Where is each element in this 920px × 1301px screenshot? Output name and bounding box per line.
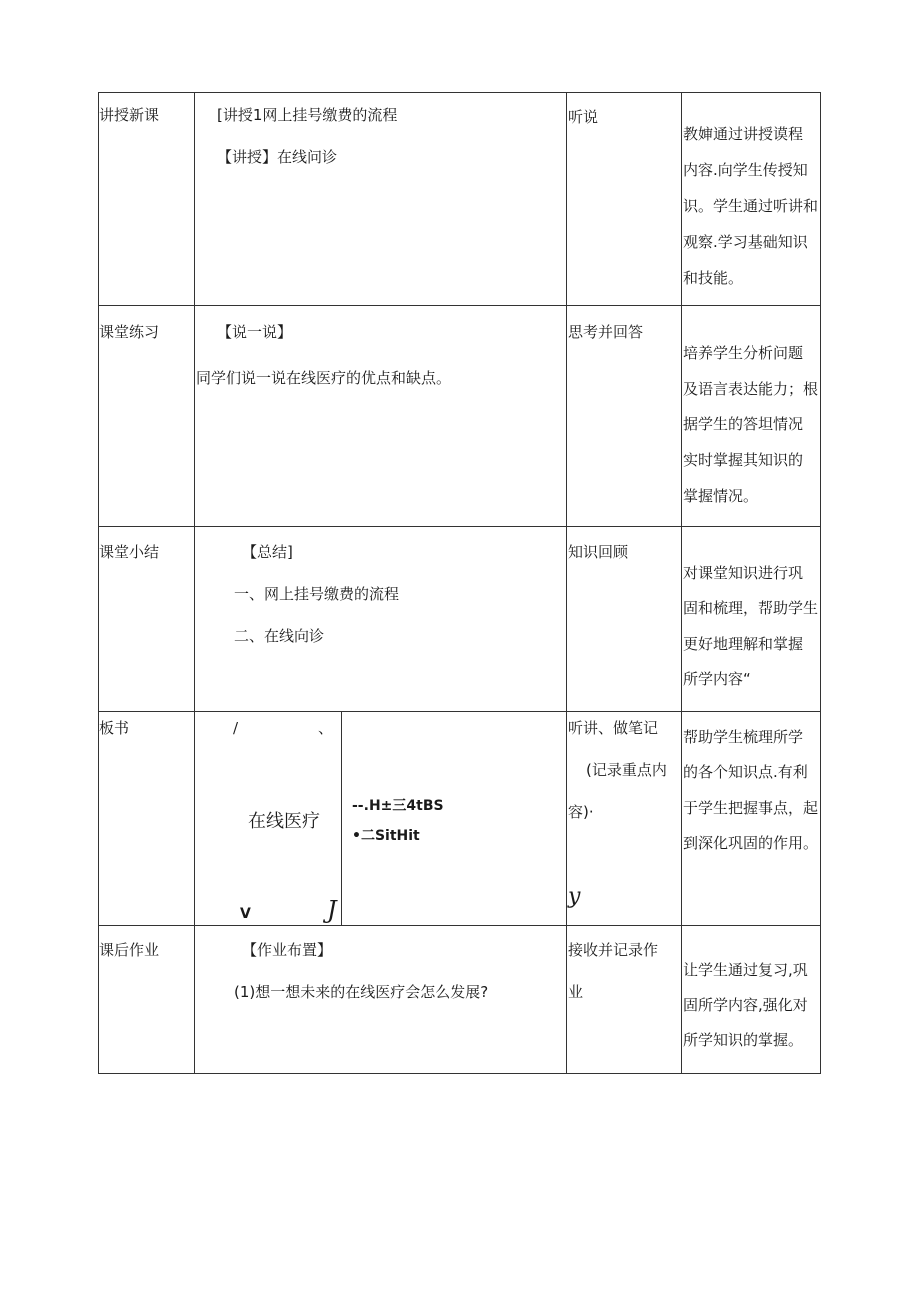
- design-intent-line: 教婶通过讲授谟程: [683, 125, 804, 143]
- row-label: 讲授新课: [99, 106, 160, 124]
- student-activity: (记录重点内: [586, 761, 667, 779]
- design-intent-line: 更好地理解和掌握: [683, 635, 804, 653]
- student-activity: 业: [568, 983, 584, 1001]
- design-intent-line: 实时掌握其知识的: [683, 451, 804, 469]
- table-border-right: [820, 92, 821, 1074]
- design-intent-line: 让学生通过复习,巩: [683, 961, 808, 979]
- row-label: 板书: [99, 719, 130, 737]
- design-intent-line: 据学生的答坦情况: [683, 415, 804, 433]
- board-mark: V: [240, 906, 251, 922]
- board-inner-divider: [341, 711, 342, 925]
- design-intent-line: 的各个知识点.有利: [683, 763, 808, 781]
- col-divider: [566, 92, 567, 1074]
- row-divider: [98, 711, 821, 712]
- board-mark: y: [568, 884, 581, 909]
- student-activity: 思考并回答: [568, 323, 644, 341]
- design-intent-line: 及语言表达能力；根: [683, 380, 819, 398]
- content-line: 二、在线向诊: [234, 627, 325, 645]
- row-divider: [98, 526, 821, 527]
- design-intent-line: 培养学生分析问题: [683, 344, 804, 362]
- design-intent-line: 固所学内容,强化对: [683, 996, 808, 1014]
- content-line: 【总结]: [242, 543, 293, 561]
- student-activity: 听说: [568, 108, 599, 126]
- student-activity: 接收并记录作: [568, 941, 659, 959]
- student-activity: 容)·: [568, 803, 594, 821]
- content-line: 【讲授】在线问诊: [217, 148, 338, 166]
- content-line: 一、网上挂号缴费的流程: [234, 585, 400, 603]
- design-intent-line: 到深化巩固的作用。: [683, 834, 819, 852]
- row-label: 课堂练习: [99, 323, 160, 341]
- design-intent-line: 内容.向学生传授知: [683, 161, 808, 179]
- content-line: [讲授1网上挂号缴费的流程: [217, 106, 398, 124]
- table-border-top: [98, 92, 821, 93]
- board-item: --.H±三4tBS: [352, 798, 444, 814]
- board-mark: /: [233, 719, 239, 737]
- board-mark: J: [327, 896, 337, 924]
- design-intent-line: 掌握情况。: [683, 487, 759, 505]
- content-line: 【作业布置】: [242, 941, 333, 959]
- design-intent-line: 观察.学习基础知识: [683, 233, 808, 251]
- student-activity: 听讲、做笔记: [568, 719, 659, 737]
- design-intent-line: 固和梳理，帮助学生: [683, 599, 819, 617]
- board-item: •二SitHit: [352, 828, 420, 844]
- design-intent-line: 所学知识的掌握。: [683, 1031, 804, 1049]
- row-label: 课后作业: [99, 941, 160, 959]
- col-divider: [681, 92, 682, 1074]
- design-intent-line: 对课堂知识进行巩: [683, 564, 804, 582]
- board-mark: 、: [318, 719, 334, 737]
- row-divider: [98, 925, 821, 926]
- design-intent-line: 和技能。: [683, 269, 744, 287]
- design-intent-line: 于学生把握事点，起: [683, 799, 819, 817]
- content-line: 同学们说一说在线医疗的优点和缺点。: [196, 369, 452, 387]
- table-border-bottom: [98, 1073, 821, 1074]
- table-border-left: [98, 92, 99, 1074]
- row-label: 课堂小结: [99, 543, 160, 561]
- content-line: 【说一说】: [217, 323, 293, 341]
- row-divider: [98, 305, 821, 306]
- design-intent-line: 所学内容“: [683, 670, 751, 688]
- board-center-title: 在线医疗: [248, 811, 320, 832]
- design-intent-line: 识。学生通过听讲和: [683, 197, 819, 215]
- content-line: (1)想一想未来的在线医疗会怎么发展?: [234, 983, 489, 1001]
- student-activity: 知识回顾: [568, 543, 629, 561]
- col-divider: [194, 92, 195, 1074]
- design-intent-line: 帮助学生梳理所学: [683, 728, 804, 746]
